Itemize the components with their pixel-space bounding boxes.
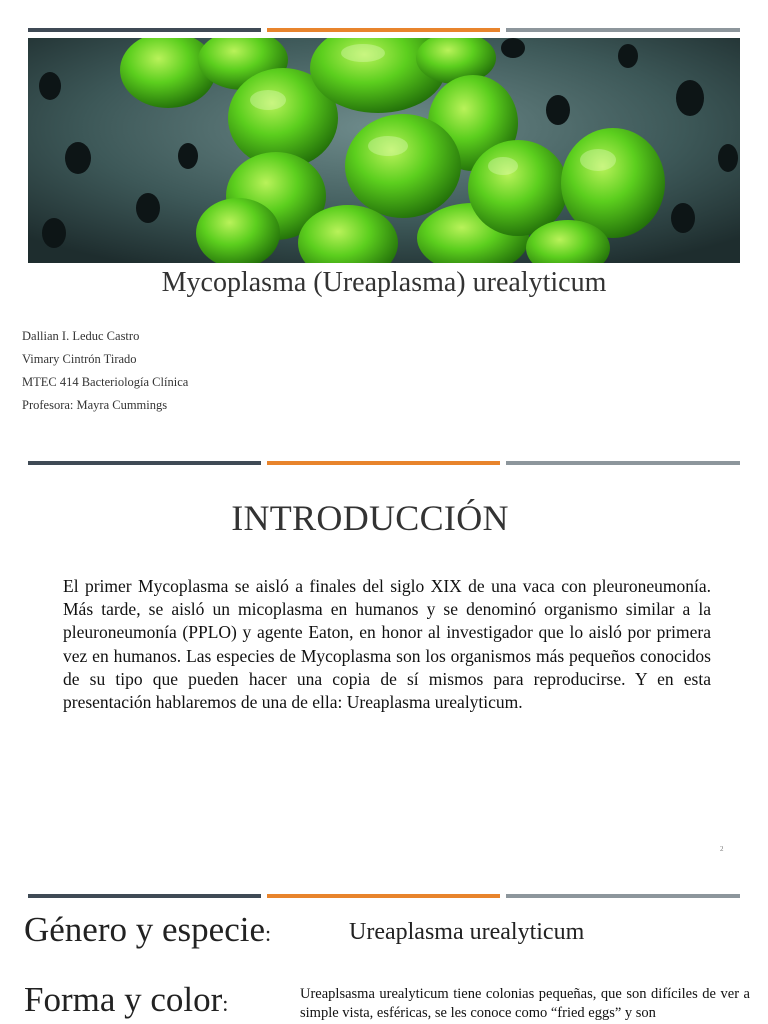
credit-author-1: Dallian I. Leduc Castro xyxy=(22,329,140,343)
forma-label xyxy=(24,980,228,1020)
credit-author-2: Vimary Cintrón Tirado xyxy=(22,352,137,366)
forma-colon: : xyxy=(222,991,229,1016)
genero-colon: : xyxy=(264,921,272,946)
intro-title: INTRODUCCIÓN xyxy=(231,498,509,538)
forma-description: Ureaplsasma urealyticum tiene colonias pequeñas, que son difíciles de ver a simple vista, esféricas, se les conoce como “fried eggs” y son xyxy=(300,986,750,1021)
credit-professor: Profesora: Mayra Cummings xyxy=(22,398,168,412)
genero-value: Ureaplasma urealyticum xyxy=(349,919,585,945)
credits-block xyxy=(22,328,188,420)
presentation-title: Mycoplasma (Ureaplasma) urealyticum xyxy=(161,267,607,298)
hero-bacteria-image xyxy=(28,38,740,263)
genero-label xyxy=(24,910,271,950)
page-number: 2 xyxy=(720,845,724,853)
forma-label-text: Forma y color xyxy=(24,980,223,1019)
slide3-top-rule xyxy=(0,894,768,898)
credit-course: MTEC 414 Bacteriología Clínica xyxy=(22,375,189,389)
slide2-top-rule xyxy=(0,461,768,465)
intro-body: El primer Mycoplasma se aisló a finales del siglo XIX de una vaca con pleuroneumonía. Más tarde, se aisló un micoplasma en humanos y se denominó organismo similar a la pleuroneumonía (PPLO) y agente Eaton, en honor al investigador que lo aisló por primera vez en humanos. Las especies de Mycoplasma son los organismos más pequeños conocidos de su tipo que pueden hacer una copia de sí mismos para reproducirse. Y en esta presentación hablaremos de una de ella: Ureaplasma urealyticum. xyxy=(63,576,711,713)
slide1-top-rule xyxy=(0,28,768,32)
genero-label-text: Género y especie xyxy=(24,910,265,949)
